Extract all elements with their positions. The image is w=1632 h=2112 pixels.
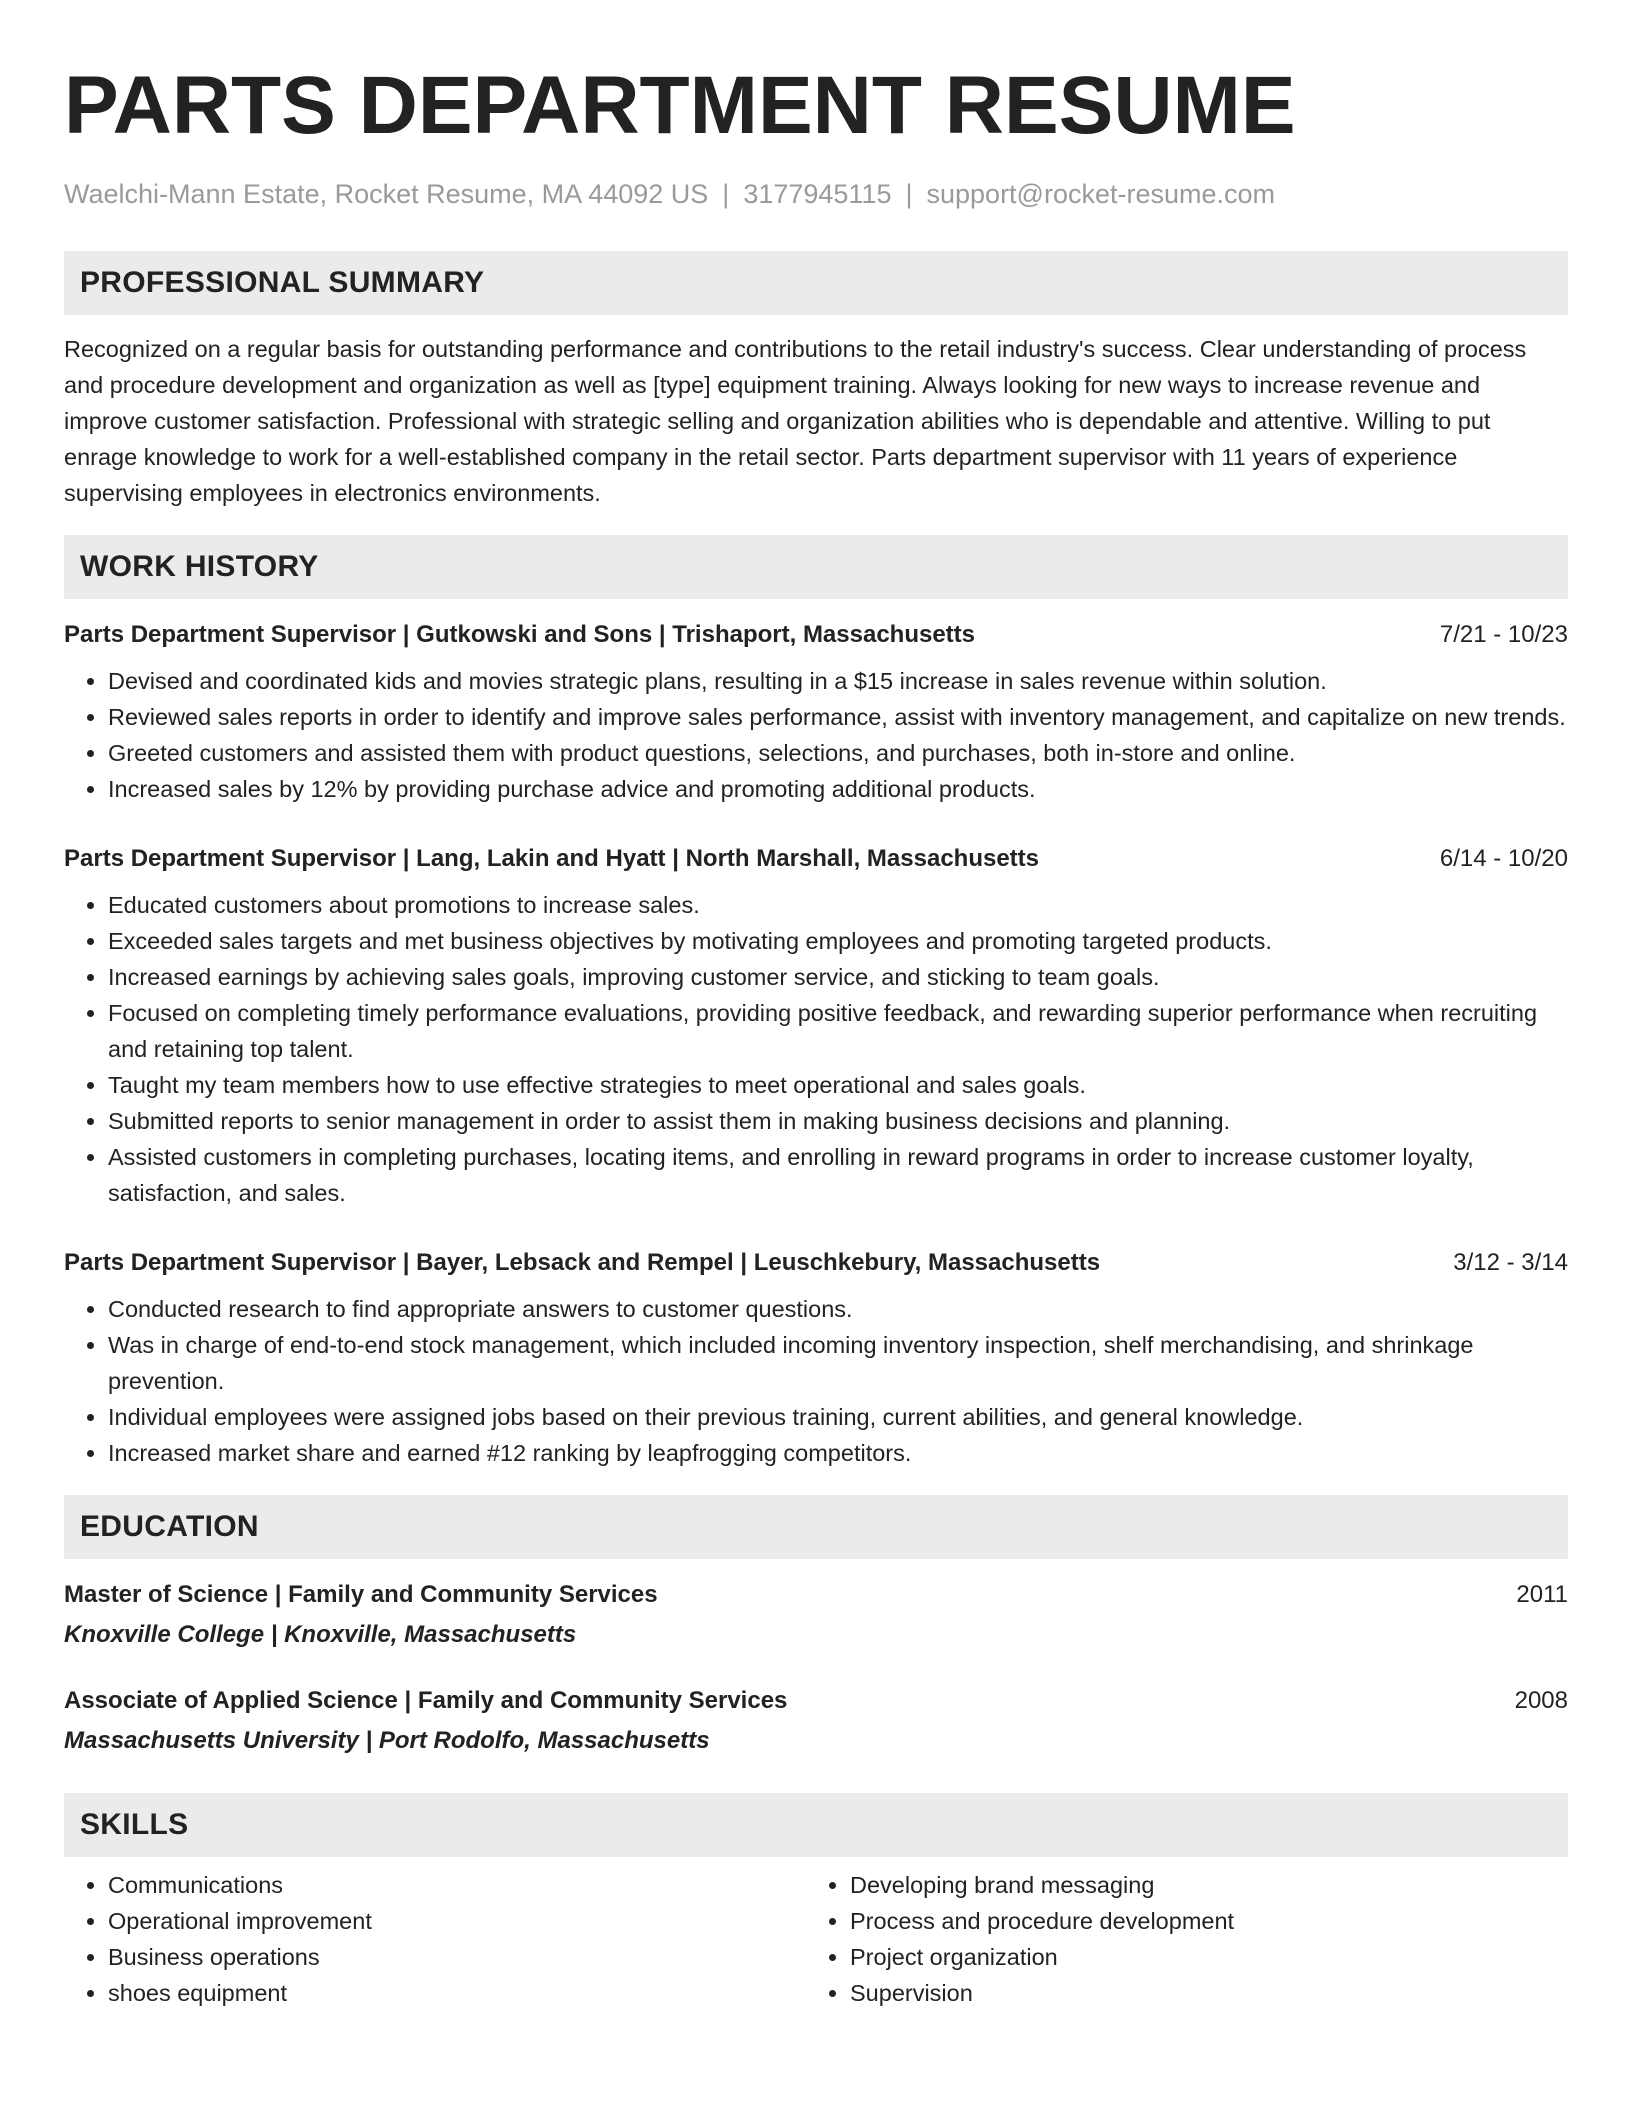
job-header xyxy=(64,841,1568,877)
education-year: 2008 xyxy=(1514,1687,1568,1714)
resume-title: PARTS DEPARTMENT RESUME xyxy=(64,60,1296,151)
job-bullet: • Increased sales by 12% by providing purchase advice and promoting additional products. xyxy=(108,771,1568,807)
job-header xyxy=(64,1245,1568,1281)
skill-item: • Project organization xyxy=(850,1939,1548,1975)
contact-separator: | xyxy=(905,179,913,209)
job-bullet: • Was in charge of end-to-end stock management, which included incoming inventory inspection, shelf merchandising, and shrinkage prevention. xyxy=(108,1327,1568,1399)
job-bullet: • Devised and coordinated kids and movies strategic plans, resulting in a $15 increase in sales revenue within solution. xyxy=(108,663,1568,699)
job-bullet: • Focused on completing timely performance evaluations, providing positive feedback, and rewarding superior performance when recruiting and retaining top talent. xyxy=(108,995,1568,1067)
job-header xyxy=(64,617,1568,653)
skill-item: • Communications xyxy=(108,1867,806,1903)
job-title: Parts Department Supervisor | Gutkowski and Sons | Trishaport, Massachusetts xyxy=(64,621,976,648)
job-bullet: • Submitted reports to senior management in order to assist them in making business decisions and planning. xyxy=(108,1103,1568,1139)
skill-item: • Process and procedure development xyxy=(850,1903,1548,1939)
resume-page xyxy=(64,0,1568,2011)
job-bullet: • Increased market share and earned #12 ranking by leapfrogging competitors. xyxy=(108,1435,1568,1471)
job-bullets xyxy=(64,1291,1568,1471)
skill-item: • Developing brand messaging xyxy=(850,1867,1548,1903)
job-bullet: • Individual employees were assigned jobs based on their previous training, current abilities, and general knowledge. xyxy=(108,1399,1568,1435)
job-bullets xyxy=(64,887,1568,1211)
summary-heading: PROFESSIONAL SUMMARY xyxy=(64,251,1568,315)
summary-text: Recognized on a regular basis for outstanding performance and contributions to the retail industry's success. Clear understanding of process and procedure development and organization as well as [type] equipment training. Always looking for new ways to increase revenue and improve customer satisfaction. Professional with strategic selling and organization abilities who is dependable and attentive. Willing to put enrage knowledge to work for a well-established company in the retail sector. Parts department supervisor with 11 years of experience supervising employees in electronics environments. xyxy=(64,336,1527,506)
education-header xyxy=(64,1577,1568,1613)
job-bullet: • Exceeded sales targets and met business objectives by motivating employees and promoting targeted products. xyxy=(108,923,1568,959)
skill-item: • shoes equipment xyxy=(108,1975,806,2011)
skills-heading: SKILLS xyxy=(64,1793,1568,1857)
contact-line xyxy=(64,176,1568,212)
skills-columns xyxy=(64,1867,1568,2011)
education-degree: Master of Science | Family and Community Services xyxy=(64,1581,658,1608)
job-entry xyxy=(64,617,1568,807)
job-bullet: • Assisted customers in completing purchases, locating items, and enrolling in reward programs in order to increase customer loyalty, satisfaction, and sales. xyxy=(108,1139,1568,1211)
job-bullet: • Greeted customers and assisted them with product questions, selections, and purchases, both in-store and online. xyxy=(108,735,1568,771)
job-bullet: • Reviewed sales reports in order to identify and improve sales performance, assist with inventory management, and capitalize on new trends. xyxy=(108,699,1568,735)
skill-item: • Business operations xyxy=(108,1939,806,1975)
job-bullet: • Increased earnings by achieving sales goals, improving customer service, and sticking to team goals. xyxy=(108,959,1568,995)
education-degree: Associate of Applied Science | Family and Community Services xyxy=(64,1687,788,1714)
work-history-heading: WORK HISTORY xyxy=(64,535,1568,599)
education-year: 2011 xyxy=(1516,1581,1568,1608)
job-bullet: • Conducted research to find appropriate answers to customer questions. xyxy=(108,1291,1568,1327)
job-dates: 7/21 - 10/23 xyxy=(1439,621,1568,648)
job-entry xyxy=(64,1245,1568,1471)
skills-left-column xyxy=(64,1867,806,2011)
education-school: Knoxville College | Knoxville, Massachusetts xyxy=(64,1621,577,1648)
education-entry xyxy=(64,1683,1568,1759)
job-dates: 6/14 - 10/20 xyxy=(1439,845,1568,872)
contact-separator: | xyxy=(722,179,730,209)
job-entry xyxy=(64,841,1568,1211)
job-title: Parts Department Supervisor | Lang, Lakin and Hyatt | North Marshall, Massachusetts xyxy=(64,845,1040,872)
skill-item: • Operational improvement xyxy=(108,1903,806,1939)
job-dates: 3/12 - 3/14 xyxy=(1453,1249,1568,1276)
education-entry xyxy=(64,1577,1568,1653)
job-bullet: • Taught my team members how to use effective strategies to meet operational and sales goals. xyxy=(108,1067,1568,1103)
job-bullets xyxy=(64,663,1568,807)
contact-email: support@rocket-resume.com xyxy=(926,179,1276,209)
skills-right-column xyxy=(806,1867,1548,2011)
education-school: Massachusetts University | Port Rodolfo, Massachusetts xyxy=(64,1727,710,1754)
education-header xyxy=(64,1683,1568,1719)
education-heading: EDUCATION xyxy=(64,1495,1568,1559)
skill-item: • Supervision xyxy=(850,1975,1548,2011)
contact-phone: 3177945115 xyxy=(743,179,892,209)
contact-address: Waelchi-Mann Estate, Rocket Resume, MA 44092 US xyxy=(64,179,709,209)
job-title: Parts Department Supervisor | Bayer, Lebsack and Rempel | Leuschkebury, Massachusetts xyxy=(64,1249,1101,1276)
job-bullet: • Educated customers about promotions to increase sales. xyxy=(108,887,1568,923)
